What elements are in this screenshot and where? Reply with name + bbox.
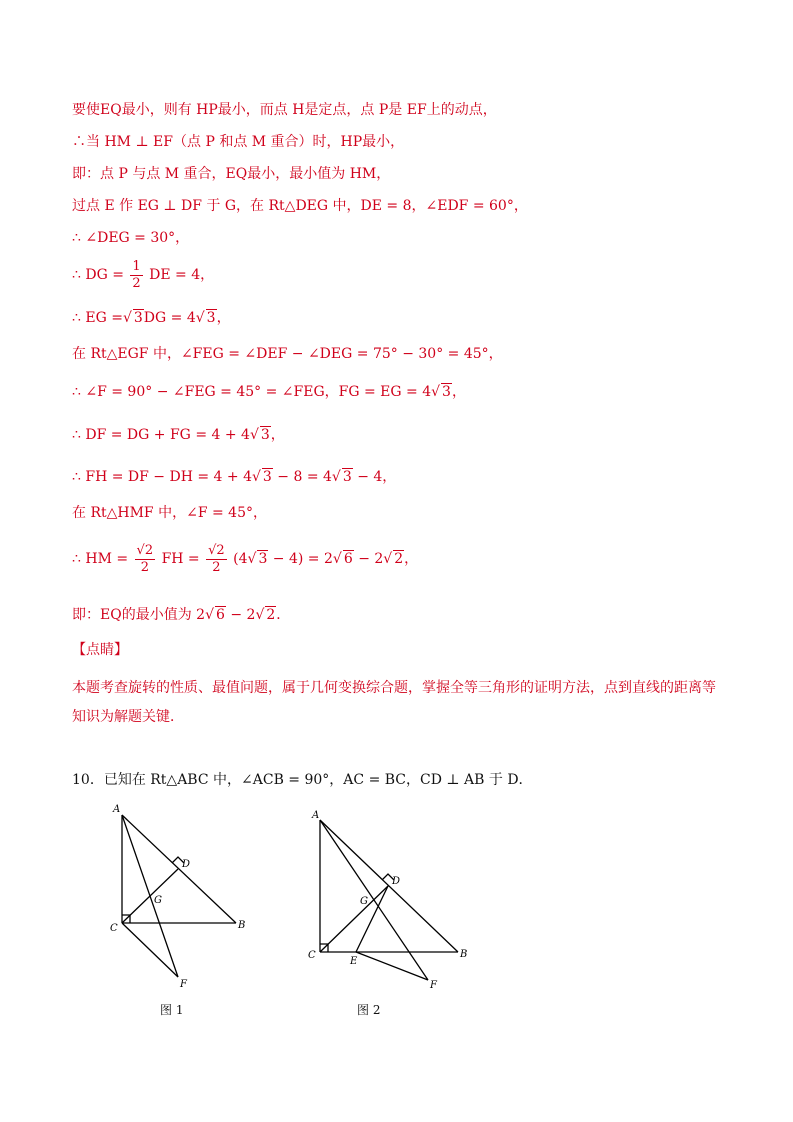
- fraction-numerator: √2: [208, 542, 225, 558]
- comment-body: 本题考查旋转的性质、最值问题，属于几何变换综合题，掌握全等三角形的证明方法，点到直线的距离等知识为解题关键．: [72, 680, 716, 725]
- l10-a: ∴ DF = DG + FG = 4 + 4: [72, 427, 250, 443]
- solution-line-9: ∴ ∠F = 90° − ∠FEG = 45° = ∠FEG，FG = EG = 4√ 3，: [72, 384, 466, 400]
- l7-a: ∴ EG =: [72, 310, 123, 326]
- fraction-denominator: 2: [132, 275, 141, 291]
- l13-c: (4: [233, 551, 248, 567]
- solution-line-12: 在 Rt△HMF 中，∠F = 45°，: [72, 505, 267, 521]
- segment-ef: [356, 952, 428, 980]
- l7-sqrt-2: 3: [206, 310, 216, 326]
- figure-1-caption: 图 1: [160, 1003, 184, 1017]
- figure-1-diagram: [100, 795, 260, 1015]
- solution-line-7: ∴ EG =√ 3DG = 4√ 3，: [72, 310, 231, 326]
- l6-pre: ∴ DG =: [72, 267, 124, 283]
- comment-heading: 【点睛】: [72, 642, 128, 658]
- label-d: D: [182, 859, 191, 870]
- fraction-root2-over-2-b: [206, 543, 227, 576]
- l14-b: − 2: [225, 607, 256, 623]
- label-g: G: [154, 895, 162, 906]
- fraction-denominator: 2: [212, 559, 221, 575]
- l10-sqrt: 3: [260, 427, 270, 443]
- label-a: A: [113, 804, 121, 815]
- l13-f: ，: [404, 551, 419, 567]
- solution-line-10: ∴ DF = DG + FG = 4 + 4√ 3，: [72, 427, 285, 443]
- l11-a: ∴ FH = DF − DH = 4 + 4: [72, 469, 252, 485]
- label-b: B: [238, 920, 246, 931]
- l13-d: − 4) = 2: [268, 551, 333, 567]
- l14-sqrt-1: 6: [215, 607, 225, 623]
- l11-c: − 8 = 4: [272, 469, 332, 485]
- figure-2-caption: 图 2: [357, 1003, 381, 1017]
- l11-e: − 4，: [352, 469, 397, 485]
- l13-sqrt-1: 3: [258, 551, 268, 567]
- solution-line-4: 过点 E 作 EG ⊥ DF 于 G，在 Rt△DEG 中，DE = 8，∠EDF = 60°，: [72, 198, 528, 214]
- label-c: C: [110, 923, 118, 934]
- solution-line-8: 在 Rt△EGF 中，∠FEG = ∠DEF − ∠DEG = 75° − 30° = 45°，: [72, 346, 503, 362]
- l13-sqrt-2: 6: [343, 551, 353, 567]
- solution-line-6: [72, 258, 214, 292]
- l14-c: ．: [276, 607, 291, 623]
- label-b: B: [460, 949, 468, 960]
- solution-line-11: ∴ FH = DF − DH = 4 + 4√ 3 − 8 = 4√ 3 − 4，: [72, 469, 397, 485]
- label-e: E: [350, 956, 358, 967]
- fraction-numerator: √2: [136, 542, 154, 558]
- label-d: D: [392, 876, 401, 887]
- l9-sqrt: 3: [442, 384, 451, 400]
- l9-c: ，: [451, 384, 466, 400]
- solution-line-5: ∴ ∠DEG = 30°，: [72, 230, 190, 246]
- fraction-denominator: 2: [140, 559, 149, 575]
- segment-cd: [320, 886, 388, 952]
- figure-2-diagram: [300, 800, 480, 1000]
- l9-a: ∴ ∠F = 90° − ∠FEG = 45° = ∠FEG，FG = EG = 4: [72, 384, 432, 400]
- l13-e: − 2: [353, 551, 384, 567]
- label-g: G: [360, 896, 368, 907]
- l11-sqrt-1: 3: [262, 469, 272, 485]
- l13-b: FH =: [161, 551, 200, 567]
- solution-line-13: ∴ HM = $\frac{√2}{2}$ FH = $\frac{√2}{2}$ (4√ 3 − 4) = 2√ 6 − 2√ 2，: [72, 542, 419, 575]
- segment-af: [320, 820, 428, 980]
- fraction-half: [130, 259, 142, 292]
- l6-post: DE = 4，: [149, 267, 215, 283]
- label-f: F: [180, 979, 187, 990]
- l14-a: 即：EQ的最小值为 2: [72, 607, 206, 623]
- l10-c: ，: [270, 427, 285, 443]
- l13-a: ∴ HM =: [72, 551, 129, 567]
- fraction-root2-over-2-a: [135, 543, 156, 576]
- solution-line-14: 即：EQ的最小值为 2√ 6 − 2√ 2．: [72, 607, 291, 623]
- l7-c: DG = 4: [143, 310, 196, 326]
- l7-e: ，: [216, 310, 231, 326]
- l13-sqrt-3: 2: [394, 551, 404, 567]
- l7-sqrt-1: 3: [133, 310, 143, 326]
- segment-af: [122, 815, 178, 977]
- segment-cf: [122, 923, 178, 977]
- label-f: F: [430, 980, 437, 991]
- solution-line-3: 即：点 P 与点 M 重合，EQ最小，最小值为 HM，: [72, 166, 391, 182]
- label-a: A: [312, 810, 320, 821]
- solution-line-1: 要使EQ最小，则有 HP最小，而点 H是定点，点 P是 EF上的动点，: [72, 102, 497, 118]
- fraction-numerator: 1: [132, 258, 141, 274]
- l11-sqrt-2: 3: [342, 469, 352, 485]
- solution-line-2: ∴当 HM ⊥ EF（点 P 和点 M 重合）时，HP最小，: [72, 134, 405, 150]
- problem-10-statement: 10．已知在 Rt△ABC 中，∠ACB = 90°，AC = BC，CD ⊥ AB 于 D．: [72, 772, 533, 788]
- l14-sqrt-2: 2: [266, 607, 276, 623]
- label-c: C: [308, 950, 316, 961]
